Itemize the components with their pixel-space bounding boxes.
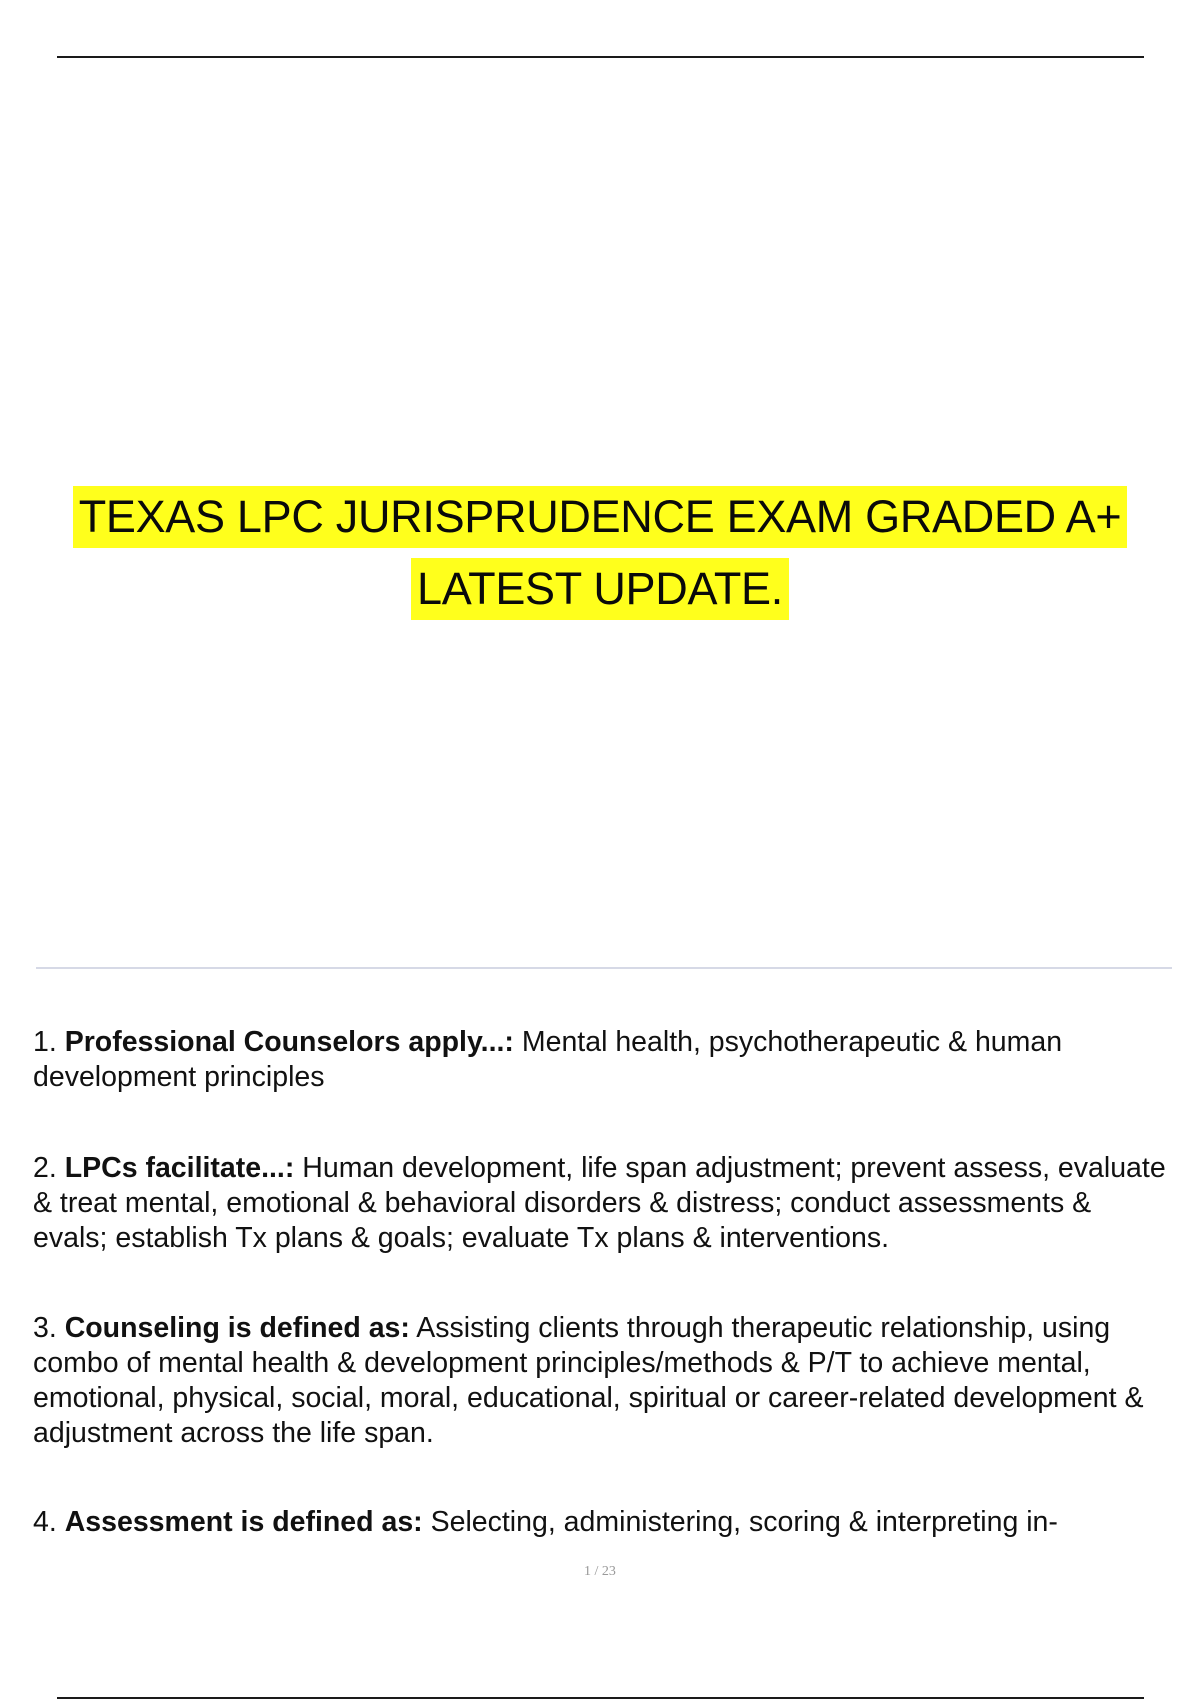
- item-term: Professional Counselors apply...:: [64, 1026, 514, 1058]
- title-line-2: LATEST UPDATE.: [411, 558, 789, 620]
- item-number: 2.: [33, 1152, 65, 1184]
- title-line-1: TEXAS LPC JURISPRUDENCE EXAM GRADED A+: [73, 486, 1128, 548]
- item-term: Assessment is defined as:: [64, 1506, 423, 1538]
- footer-rule: [57, 1697, 1144, 1699]
- item-number: 4.: [33, 1506, 65, 1538]
- item-definition: Assisting clients through therapeutic relationship, using combo of mental health & development principles/methods & P/T to achieve mental, emotional, physical, social, moral, educational, spiritual or career-related development & adjustment across the life span.: [33, 1312, 1144, 1449]
- document-title: [0, 486, 1200, 630]
- item-term: LPCs facilitate...:: [64, 1152, 295, 1184]
- list-item: [33, 1025, 1173, 1095]
- item-number: 1.: [33, 1026, 65, 1058]
- item-definition: Mental health, psychotherapeutic & human development principles: [33, 1026, 1063, 1093]
- item-definition: Human development, life span adjustment; prevent assess, evaluate & treat mental, emotional & behavioral disorders & distress; conduct assessments & evals; establish Tx plans & goals; evaluate Tx plans & interventions.: [33, 1152, 1166, 1254]
- section-divider: [36, 967, 1172, 969]
- item-term: Counseling is defined as:: [64, 1312, 410, 1344]
- item-number: 3.: [33, 1312, 65, 1344]
- list-item: [33, 1505, 1058, 1540]
- page-number: 1 / 23: [584, 1564, 616, 1579]
- header-rule: [57, 56, 1144, 58]
- item-definition: Selecting, administering, scoring & interpreting in-: [422, 1506, 1058, 1538]
- list-item: [33, 1151, 1173, 1256]
- list-item: [33, 1311, 1173, 1451]
